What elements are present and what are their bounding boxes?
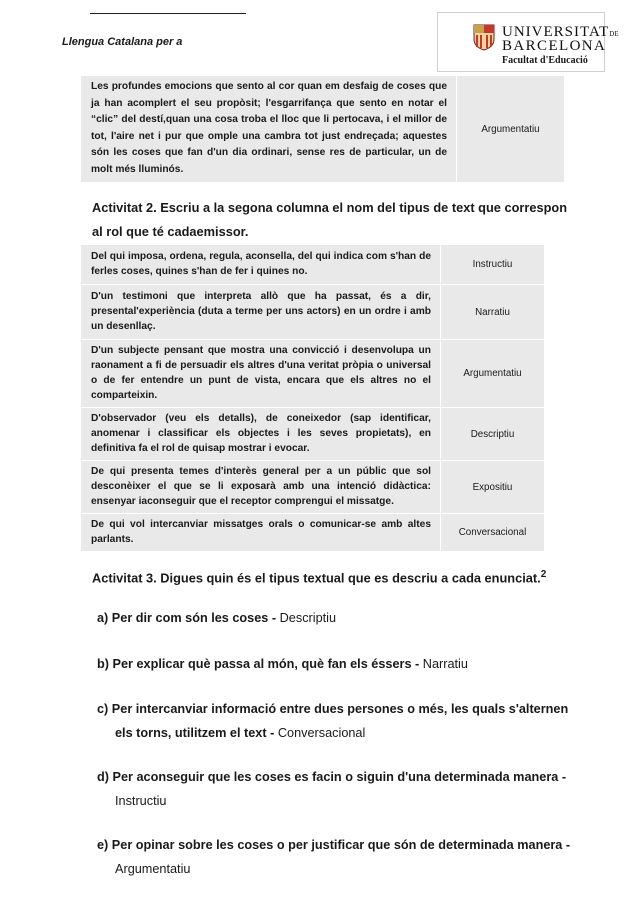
- logo-university-city: BARCELONA: [502, 38, 607, 54]
- item-question: c) Per intercanviar informació entre dues persones o més, les quals s'alternen: [97, 702, 569, 716]
- text-type-table-2: [80, 244, 545, 552]
- item-question: a) Per dir com són les coses -: [97, 611, 280, 625]
- item-answer: Conversacional: [277, 725, 366, 740]
- row-description: D'un subjecte pensant que mostra una convicció i desenvolupa un raonament a fi de persuadir els altres d'una veritat pròpia o universal o de fer entendre un punt de vista, encara que els altres no el comparteixin.: [81, 340, 441, 408]
- university-shield-icon: [473, 24, 495, 51]
- list-item: [97, 653, 592, 677]
- item-question: e) Per opinar sobre les coses o per justificar que són de determinada manera -: [97, 838, 571, 852]
- row-type: Descriptiu: [441, 408, 545, 461]
- item-answer: Descriptiu: [279, 611, 337, 625]
- text-type-table-1: [80, 75, 565, 183]
- row-description: De qui vol intercanviar missatges orals o comunicar-se amb altes parlants.: [81, 514, 441, 552]
- list-item: [97, 607, 592, 631]
- row-description: D'un testimoni que interpreta allò que ha passat, és a dir, presental'experiència (duta a terme per uns actors) en un ordre i amb un desenllaç.: [81, 285, 441, 340]
- item-answer: Instructiu: [115, 793, 167, 808]
- row-type: Instructiu: [441, 245, 545, 285]
- table-row: [81, 285, 545, 340]
- row-type: Narratiu: [441, 285, 545, 340]
- row-description: De qui presenta temes d'interès general per a un públic que sol desconèixer el que se li exposarà amb una intenció didàctica: ensenyar iaconseguir que el receptor comprengui el missatge.: [81, 461, 441, 514]
- table-row: [81, 76, 565, 183]
- item-answer: Argumentatiu: [115, 861, 191, 876]
- item-question: d) Per aconseguir que les coses es facin o siguin d'una determinada manera -: [97, 770, 567, 784]
- row-type: Argumentatiu: [441, 340, 545, 408]
- row-description: Les profundes emocions que sento al cor quan em desfaig de coses que ja han acomplert el seu propòsit; l'esgarrifança que sento en notar el “clic” del destí,quan una cosa troba el lloc que li pertocava, i el millor de tot, l'aire net i pur que omple una cambra tot just endreçada; aquestes són les coses que fan d'un dia ordinari, sense res de particular, un de molt més lluminós.: [81, 76, 457, 183]
- header-rule: [90, 13, 246, 14]
- row-type: Argumentatiu: [457, 76, 565, 183]
- item-question: b) Per explicar què passa al món, què fan els éssers -: [97, 657, 423, 671]
- list-item: [97, 766, 592, 813]
- table-row: [81, 408, 545, 461]
- row-description: Del qui imposa, ordena, regula, aconsella, del qui indica com s'han de ferles coses, quines s'han de fer i quines no.: [81, 245, 441, 285]
- row-description: D'observador (veu els detalls), de coneixedor (sap identificar, anomenar i classificar els objectes i les seves propietats), en definitiva fa el rol de quisap mostrar i evocar.: [81, 408, 441, 461]
- logo-university-name: UNIVERSITATDE: [502, 24, 619, 40]
- list-item: [97, 834, 592, 881]
- activity-2-title: Activitat 2. Escriu a la segona columna el nom del tipus de text que correspon al rol que té cadaemissor.: [92, 200, 568, 239]
- table-row: [81, 340, 545, 408]
- row-type: Expositiu: [441, 461, 545, 514]
- item-question: els torns, utilitzem el text -: [115, 725, 278, 740]
- table-row: [81, 514, 545, 552]
- item-answer: Narratiu: [422, 657, 468, 671]
- table-row: [81, 245, 545, 285]
- footnote-marker: 2: [540, 569, 547, 580]
- activity-3-title: Activitat 3. Digues quin és el tipus textual que es descriu a cada enunciat.$^2$: [92, 569, 547, 586]
- row-type: Conversacional: [441, 514, 545, 552]
- table-row: [81, 461, 545, 514]
- list-item: [97, 698, 592, 745]
- logo-faculty: Facultat d'Educació: [502, 55, 588, 66]
- subject-title: Llengua Catalana per a: [62, 36, 183, 48]
